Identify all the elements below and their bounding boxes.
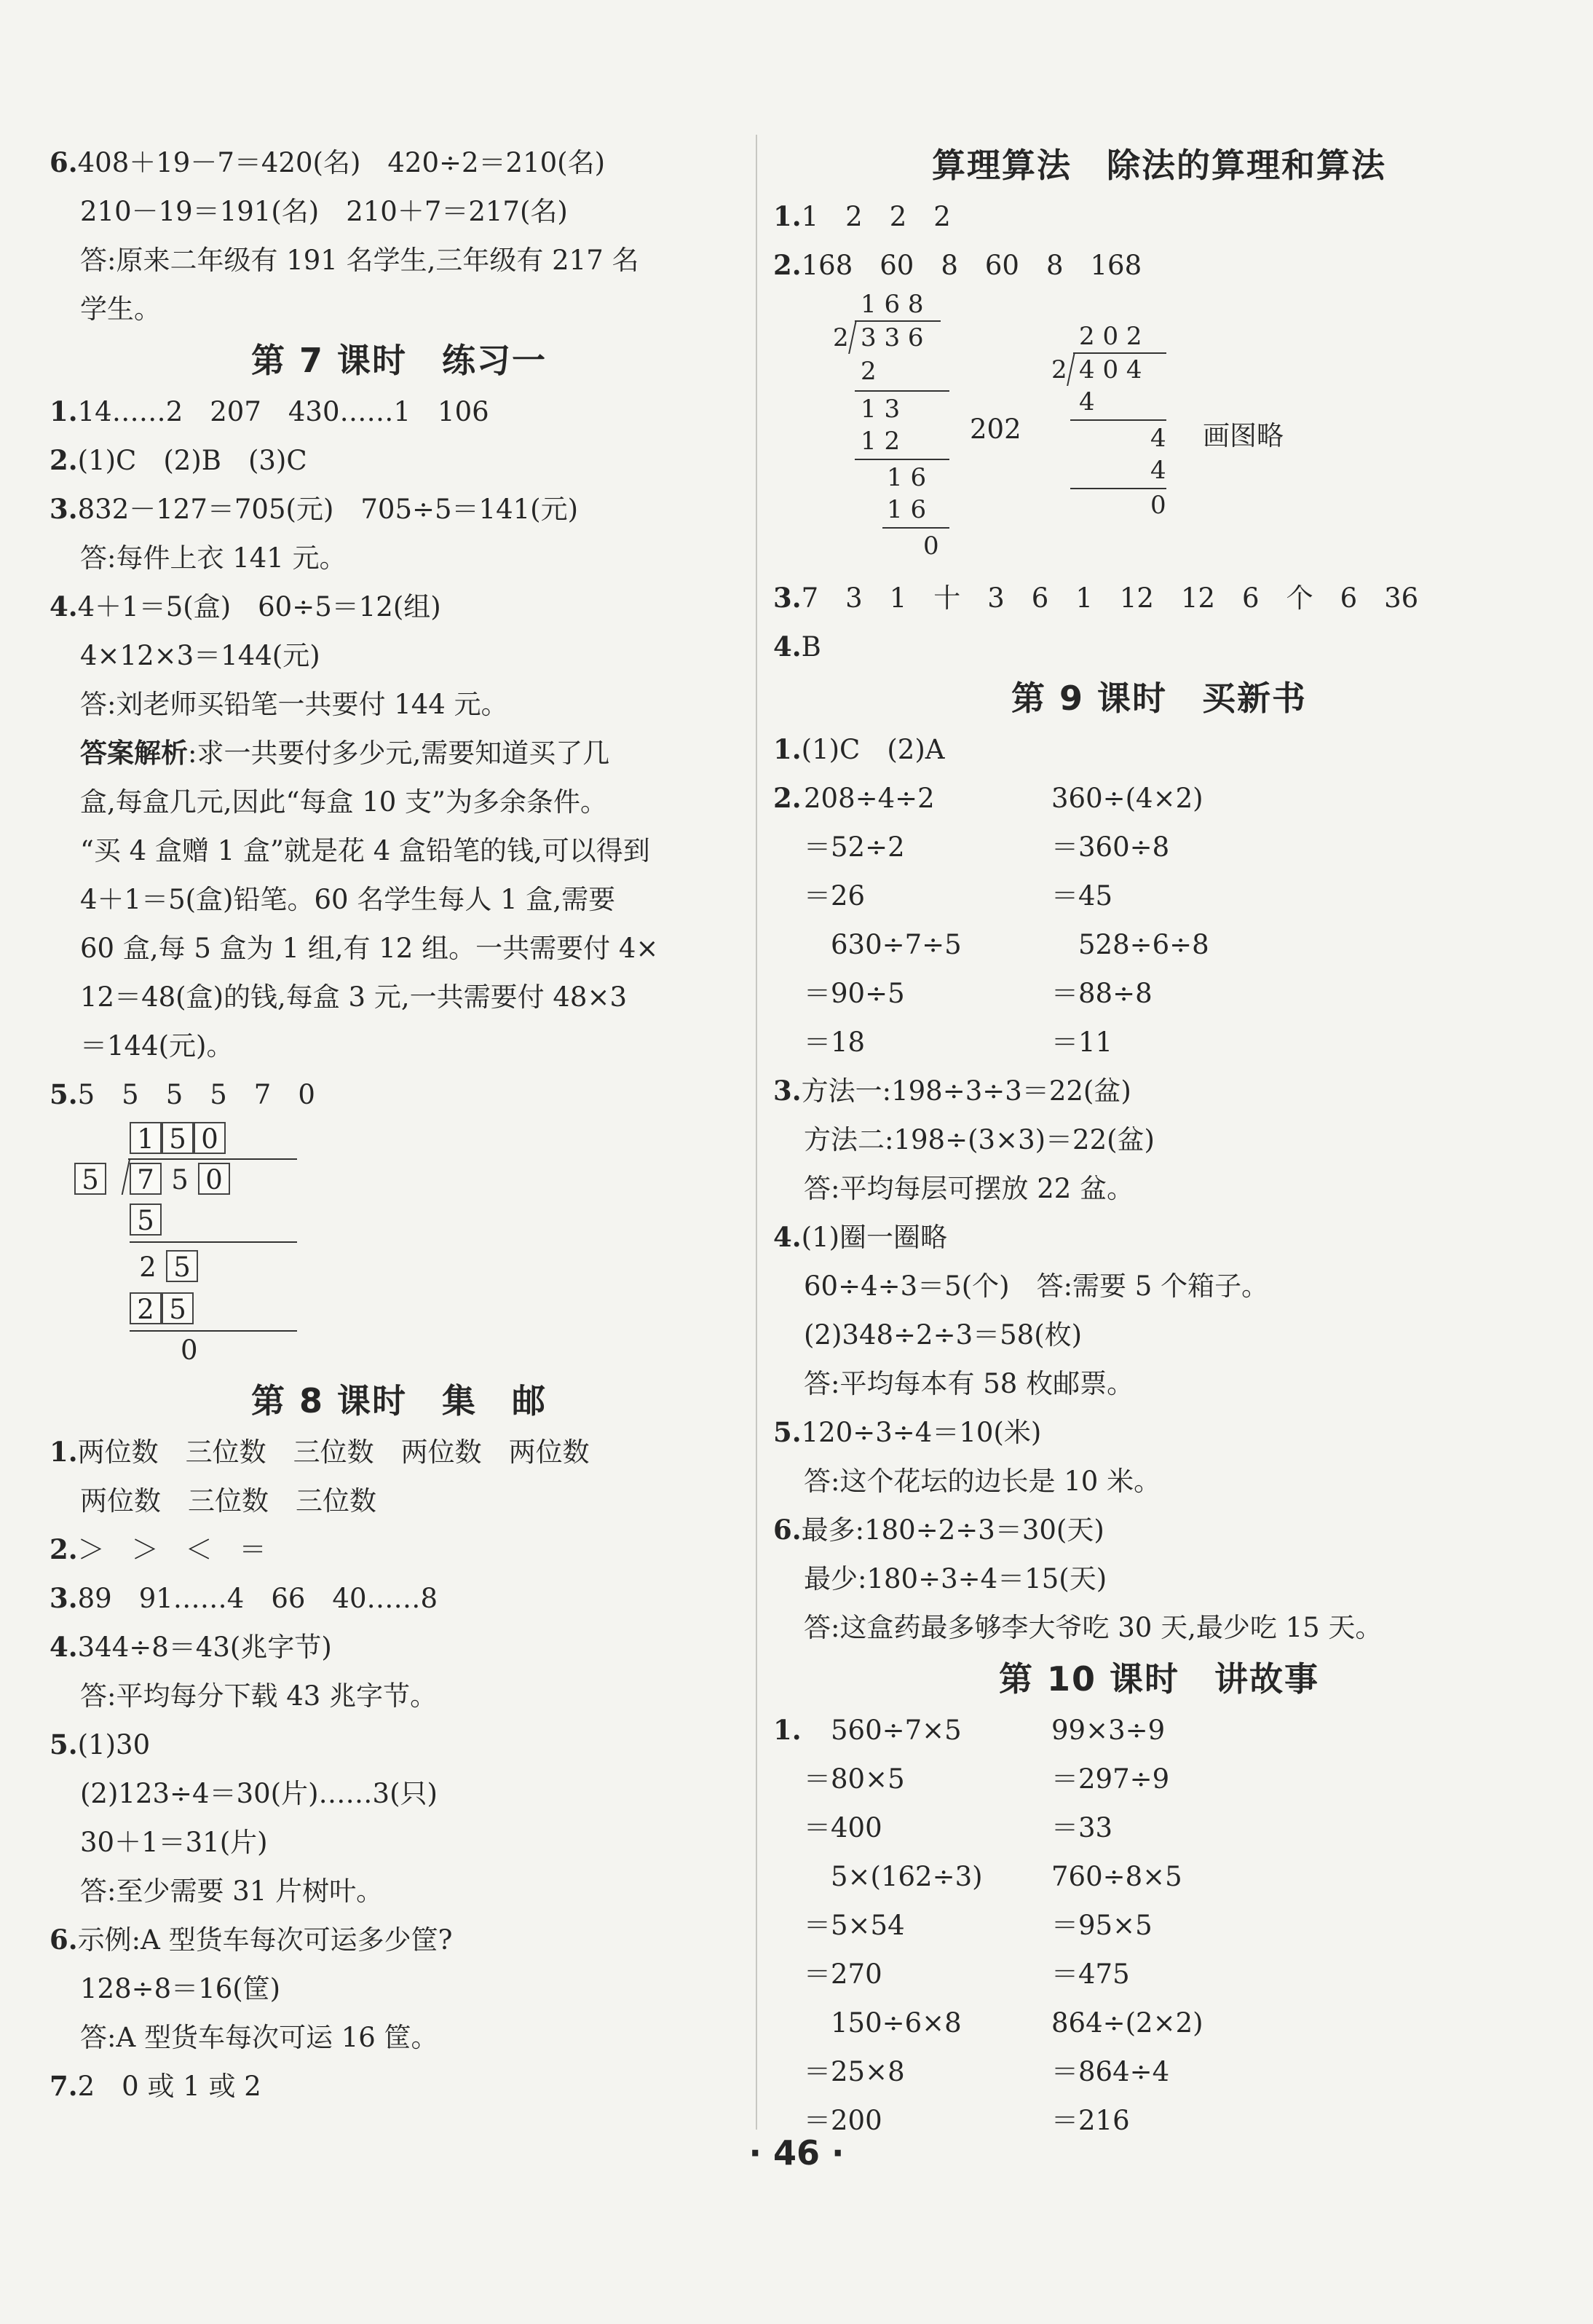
step-line (882, 527, 949, 529)
division-bracket (1067, 352, 1075, 386)
answer-line: 5.5 5 5 5 7 0 (50, 1078, 315, 1110)
lesson9-calculations (773, 774, 1545, 1067)
calc-line: ＝5×54 ＝95×5 (804, 1910, 1153, 1941)
quotient-box: 5 (162, 1122, 194, 1154)
right-column (773, 138, 1545, 2145)
analysis-line: 盒,每盒几元,因此“每盒 10 支”为多余条件。 (80, 786, 607, 818)
calc-line: ＝26 ＝45 (804, 880, 1113, 912)
answer-line: 1.14……2 207 430……1 106 (50, 395, 489, 427)
section-heading: 算理算法 除法的算理和算法 (932, 146, 1386, 185)
step-line (855, 459, 949, 460)
remainder: 0 (181, 1335, 198, 1366)
lesson-heading: 第 10 课时 讲故事 (998, 1659, 1320, 1699)
boxed-long-division (50, 1119, 748, 1410)
answer-line: 2.＞ ＞ ＜ ＝ (50, 1533, 266, 1565)
answer-line: 3.832－127＝705(元) 705÷5＝141(元) (50, 493, 579, 525)
answer-line: 6.最多:180÷2÷3＝30(天) (773, 1514, 1104, 1546)
dividend-digit: 5 (171, 1164, 189, 1195)
calc-line: ＝25×8 ＝864÷4 (804, 2056, 1170, 2087)
lesson10-calculations (773, 1706, 1545, 2145)
answer-line: 答:刘老师买铅笔一共要付 144 元。 (80, 689, 508, 720)
step-box: 2 (130, 1292, 162, 1324)
lesson7-answers (50, 387, 748, 729)
answer-line: 3.方法一:198÷3÷3＝22(盆) (773, 1075, 1131, 1107)
answer-line: 4.344÷8＝43(兆字节) (50, 1631, 332, 1663)
answer-line: 2.168 60 8 60 8 168 (773, 249, 1142, 281)
answer-line: 1.(1)C (2)A (773, 733, 945, 765)
lesson9-answers-a (773, 725, 1545, 774)
long-division-1 (817, 290, 962, 559)
answer-line: 5.(1)30 (50, 1728, 151, 1760)
answer-line: 1.1 2 2 2 (773, 200, 951, 232)
step: 4 (1079, 387, 1095, 416)
step-line (1070, 419, 1166, 421)
answer-line: 128÷8＝16(筐) (80, 1973, 281, 2004)
answer-line: 最少:180÷3÷4＝15(天) (804, 1563, 1107, 1594)
answer-line: 60÷4÷3＝5(个) 答:需要 5 个箱子。 (804, 1270, 1269, 1302)
calc-line: ＝90÷5 ＝88÷8 (804, 978, 1153, 1009)
calc-line: 2.208÷4÷2 360÷(4×2) (773, 782, 1203, 814)
step: 1 2 (861, 427, 901, 456)
answer-line: 答:每件上衣 141 元。 (80, 542, 347, 574)
answer-line: 方法二:198÷(3×3)＝22(盆) (804, 1124, 1155, 1155)
dividend-box: 7 (130, 1163, 162, 1195)
step: 2 (861, 357, 877, 386)
step: 1 6 (887, 495, 927, 524)
long-division-2 (1043, 322, 1188, 591)
answer-line: 210－19＝191(名) 210＋7＝217(名) (80, 196, 568, 227)
answer-line: (2)123÷4＝30(片)……3(只) (80, 1778, 438, 1809)
answer-line: 学生。 (80, 293, 161, 325)
step-box: 5 (162, 1292, 194, 1324)
divisor-box: 5 (74, 1163, 106, 1195)
calc-line: 150÷6×8 864÷(2×2) (804, 2007, 1203, 2039)
division-bar (1073, 352, 1166, 354)
calc-line: ＝80×5 ＝297÷9 (804, 1763, 1170, 1795)
analysis-line: 4＋1＝5(盒)铅笔。60 名学生每人 1 盒,需要 (80, 884, 616, 915)
answer-line: 答:A 型货车每次可运 16 筐。 (80, 2022, 438, 2053)
intermediate-value: 202 (970, 414, 1021, 445)
left-column (50, 138, 748, 2111)
quotient-box: 0 (194, 1122, 226, 1154)
divisor: 2 (833, 323, 849, 352)
answer-line: 3.7 3 1 十 3 6 1 12 12 6 个 6 36 (773, 582, 1419, 614)
dividend: 3 3 6 (861, 323, 924, 352)
quotient-box: 1 (130, 1122, 162, 1154)
calc-line: ＝400 ＝33 (804, 1812, 1113, 1843)
calc-line: 5×(162÷3) 760÷8×5 (804, 1861, 1182, 1892)
answer-line: 4.4＋1＝5(盒) 60÷5＝12(组) (50, 590, 441, 622)
step: 4 (1150, 424, 1166, 453)
answer-line: 答:平均每层可摆放 22 盆。 (804, 1173, 1134, 1204)
page-number: · 46 · (748, 2133, 845, 2173)
answer-line: 2.(1)C (2)B (3)C (50, 444, 307, 476)
step: 1 3 (861, 395, 901, 424)
answer-line: 答:至少需要 31 片树叶。 (80, 1876, 384, 1907)
answer-line: (2)348÷2÷3＝58(枚) (804, 1319, 1083, 1351)
answer-line: 4.B (773, 631, 821, 663)
answer-line: 6.示例:A 型货车每次可运多少筐? (50, 1924, 453, 1956)
analysis-line: “买 4 盒赠 1 盒”就是花 4 盒铅笔的钱,可以得到 (80, 835, 650, 866)
dividend: 4 0 4 (1079, 355, 1142, 384)
answer-line: 3.89 91……4 66 40……8 (50, 1582, 438, 1614)
quotient: 2 0 2 (1079, 322, 1142, 351)
analysis-line: ＝144(元)。 (80, 1030, 234, 1062)
lesson-heading: 第 9 课时 买新书 (1011, 679, 1308, 718)
step-line (1070, 488, 1166, 489)
answer-line: 答:这盒药最多够李大爷吃 30 天,最少吃 15 天。 (804, 1612, 1383, 1643)
answer-line: 答:平均每分下载 43 兆字节。 (80, 1680, 438, 1712)
column-divider (756, 135, 757, 2130)
step-line (130, 1241, 297, 1243)
analysis-line: 12＝48(盒)的钱,每盒 3 元,一共需要付 48×3 (80, 981, 628, 1013)
step-box: 5 (130, 1204, 162, 1236)
analysis-line: 答案解析:求一共要付多少元,需要知道买了几 (80, 737, 610, 769)
dividend-box: 0 (198, 1163, 230, 1195)
answer-line: 5.120÷3÷4＝10(米) (773, 1416, 1042, 1448)
divisor: 2 (1051, 355, 1067, 384)
lesson-heading: 第 7 课时 练习一 (250, 341, 548, 380)
calc-line: 630÷7÷5 528÷6÷8 (804, 929, 1209, 960)
answer-line: 4×12×3＝144(元) (80, 640, 320, 671)
answer-line: 答:平均每本有 58 枚邮票。 (804, 1368, 1134, 1399)
calc-line: ＝52÷2 ＝360÷8 (804, 831, 1170, 863)
division-bar (128, 1158, 297, 1160)
analysis-line: 60 盒,每 5 盒为 1 组,有 12 组。一共需要付 4× (80, 933, 659, 964)
step-line (855, 390, 949, 392)
quotient: 1 6 8 (861, 290, 924, 319)
answer-line: 7.2 0 或 1 或 2 (50, 2070, 261, 2102)
step-box: 5 (166, 1250, 198, 1282)
step: 1 6 (887, 463, 927, 492)
lesson-heading: 第 8 课时 集 邮 (250, 1381, 548, 1420)
answer-line: 4.(1)圈一圈略 (773, 1221, 948, 1253)
division-bar (855, 320, 941, 322)
answer-line: 两位数 三位数 三位数 (80, 1485, 376, 1517)
step: 0 (923, 531, 939, 561)
step-line (130, 1330, 297, 1332)
answer-line: 答:这个花坛的边长是 10 米。 (804, 1466, 1161, 1497)
calc-line: ＝200 ＝216 (804, 2105, 1130, 2136)
long-division-area (773, 290, 1545, 574)
answer-line: 答:原来二年级有 191 名学生,三年级有 217 名 (80, 245, 639, 276)
lesson9-answers-b (773, 1067, 1545, 1652)
step-digit: 2 (139, 1252, 157, 1283)
calc-line: ＝270 ＝475 (804, 1959, 1130, 1990)
answer-line: 6.408＋19－7＝420(名) 420÷2＝210(名) (50, 146, 606, 178)
step: 0 (1150, 491, 1166, 520)
answer-line: 1.两位数 三位数 三位数 两位数 两位数 (50, 1436, 590, 1468)
draw-note: 画图略 (1203, 420, 1284, 451)
calc-line: ＝18 ＝11 (804, 1027, 1113, 1058)
step: 4 (1150, 456, 1166, 485)
division-bracket (848, 320, 857, 354)
answer-line: 30＋1＝31(片) (80, 1827, 268, 1858)
calc-line: 1. 560÷7×5 99×3÷9 (773, 1714, 1166, 1746)
lesson8-answers (50, 1428, 748, 2111)
